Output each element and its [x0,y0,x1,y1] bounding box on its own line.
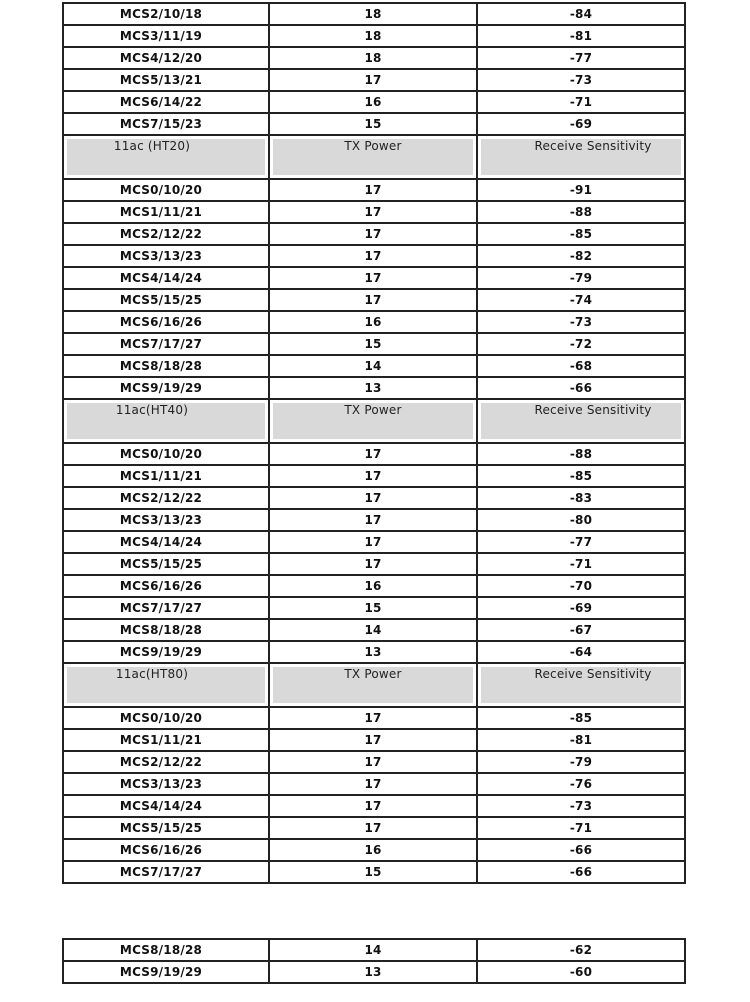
tx-power-cell: 18 [269,47,477,69]
table-row [63,311,685,333]
mcs-index-cell: MCS2/12/22 [63,751,269,773]
mcs-index-cell: MCS3/13/23 [63,509,269,531]
mcs-index-cell: MCS2/12/22 [63,487,269,509]
tx-power-cell: 17 [269,465,477,487]
table-row [63,223,685,245]
receive-sensitivity-cell: -66 [477,861,685,883]
tx-power-cell: 17 [269,751,477,773]
receive-sensitivity-header-cell: Receive Sensitivity [477,663,685,707]
receive-sensitivity-cell: -85 [477,465,685,487]
receive-sensitivity-cell: -77 [477,47,685,69]
mcs-index-cell: MCS0/10/20 [63,707,269,729]
mcs-index-cell: MCS4/12/20 [63,47,269,69]
receive-sensitivity-cell: -85 [477,707,685,729]
mcs-index-cell: MCS4/14/24 [63,795,269,817]
receive-sensitivity-cell: -73 [477,795,685,817]
tx-power-cell: 15 [269,597,477,619]
tx-power-cell: 13 [269,961,477,983]
receive-sensitivity-cell: -84 [477,3,685,25]
table-row [63,707,685,729]
receive-sensitivity-cell: -80 [477,509,685,531]
mcs-index-cell: MCS2/12/22 [63,223,269,245]
tx-power-cell: 17 [269,509,477,531]
table-row [63,751,685,773]
tx-power-cell: 17 [269,553,477,575]
tx-power-cell: 17 [269,487,477,509]
mcs-index-cell: MCS3/13/23 [63,245,269,267]
mcs-index-cell: MCS5/15/25 [63,553,269,575]
mcs-index-cell: MCS7/17/27 [63,597,269,619]
receive-sensitivity-cell: -60 [477,961,685,983]
tx-power-cell: 14 [269,939,477,961]
mcs-index-cell: MCS7/17/27 [63,333,269,355]
table-row [63,939,685,961]
receive-sensitivity-cell: -79 [477,267,685,289]
receive-sensitivity-header-cell: Receive Sensitivity [477,135,685,179]
table-row [63,245,685,267]
receive-sensitivity-cell: -74 [477,289,685,311]
mcs-index-cell: MCS1/11/21 [63,465,269,487]
mcs-index-cell: MCS8/18/28 [63,619,269,641]
receive-sensitivity-cell: -71 [477,91,685,113]
table-row [63,729,685,751]
mcs-index-cell: MCS7/17/27 [63,861,269,883]
mcs-index-cell: MCS8/18/28 [63,355,269,377]
tx-power-cell: 16 [269,91,477,113]
table-row [63,509,685,531]
table-row [63,553,685,575]
receive-sensitivity-cell: -83 [477,487,685,509]
tx-power-cell: 16 [269,839,477,861]
table-row [63,91,685,113]
receive-sensitivity-cell: -82 [477,245,685,267]
mcs-index-cell: MCS0/10/20 [63,443,269,465]
mcs-index-cell: MCS1/11/21 [63,729,269,751]
mcs-index-cell: MCS4/14/24 [63,531,269,553]
mcs-index-cell: MCS6/16/26 [63,311,269,333]
tx-power-cell: 17 [269,223,477,245]
table-row [63,25,685,47]
tx-power-cell: 15 [269,861,477,883]
tx-power-cell: 17 [269,267,477,289]
table-row [63,355,685,377]
receive-sensitivity-cell: -73 [477,311,685,333]
mcs-index-cell: MCS6/16/26 [63,575,269,597]
receive-sensitivity-cell: -71 [477,817,685,839]
table-row [63,487,685,509]
mcs-index-cell: MCS5/15/25 [63,289,269,311]
table-row [63,597,685,619]
receive-sensitivity-header-cell: Receive Sensitivity [477,399,685,443]
tx-power-cell: 17 [269,201,477,223]
receive-sensitivity-cell: -70 [477,575,685,597]
tx-power-cell: 15 [269,333,477,355]
receive-sensitivity-cell: -73 [477,69,685,91]
table-row [63,289,685,311]
mcs-index-cell: MCS3/11/19 [63,25,269,47]
table-row [63,641,685,663]
tx-power-cell: 16 [269,311,477,333]
mcs-index-cell: MCS8/18/28 [63,939,269,961]
tx-power-cell: 17 [269,69,477,91]
wifi-spec-table [62,2,686,884]
tx-power-cell: 18 [269,25,477,47]
mcs-index-cell: MCS9/19/29 [63,961,269,983]
mcs-index-cell: MCS5/15/25 [63,817,269,839]
receive-sensitivity-cell: -67 [477,619,685,641]
tx-power-cell: 16 [269,575,477,597]
tx-power-cell: 17 [269,245,477,267]
receive-sensitivity-cell: -81 [477,729,685,751]
tx-power-cell: 17 [269,179,477,201]
table-row [63,333,685,355]
tx-power-cell: 17 [269,289,477,311]
table-row [63,465,685,487]
receive-sensitivity-cell: -76 [477,773,685,795]
tx-power-cell: 17 [269,729,477,751]
table-row [63,531,685,553]
receive-sensitivity-cell: -69 [477,597,685,619]
section-header-row [63,135,685,179]
table-row [63,961,685,983]
receive-sensitivity-cell: -64 [477,641,685,663]
tx-power-cell: 17 [269,443,477,465]
table-row [63,267,685,289]
table-row [63,69,685,91]
mode-header-cell: 11ac (HT20) [63,135,269,179]
table-row [63,3,685,25]
mcs-index-cell: MCS3/13/23 [63,773,269,795]
mode-header-cell: 11ac(HT40) [63,399,269,443]
receive-sensitivity-cell: -77 [477,531,685,553]
receive-sensitivity-cell: -71 [477,553,685,575]
receive-sensitivity-cell: -79 [477,751,685,773]
mcs-index-cell: MCS5/13/21 [63,69,269,91]
tx-power-cell: 17 [269,795,477,817]
mcs-index-cell: MCS1/11/21 [63,201,269,223]
section-header-row [63,663,685,707]
table-row [63,619,685,641]
receive-sensitivity-cell: -81 [477,25,685,47]
mcs-index-cell: MCS6/16/26 [63,839,269,861]
table-row [63,47,685,69]
table-row [63,201,685,223]
tx-power-header-cell: TX Power [269,663,477,707]
tx-power-header-cell: TX Power [269,399,477,443]
tx-power-cell: 13 [269,641,477,663]
receive-sensitivity-cell: -88 [477,201,685,223]
tx-power-cell: 18 [269,3,477,25]
receive-sensitivity-cell: -72 [477,333,685,355]
tx-power-cell: 17 [269,531,477,553]
tx-power-cell: 15 [269,113,477,135]
table-row [63,575,685,597]
section-header-row [63,399,685,443]
tx-power-header-cell: TX Power [269,135,477,179]
mcs-index-cell: MCS2/10/18 [63,3,269,25]
table-row [63,817,685,839]
receive-sensitivity-cell: -91 [477,179,685,201]
receive-sensitivity-cell: -68 [477,355,685,377]
receive-sensitivity-cell: -88 [477,443,685,465]
receive-sensitivity-cell: -69 [477,113,685,135]
table-row [63,113,685,135]
mcs-index-cell: MCS7/15/23 [63,113,269,135]
receive-sensitivity-cell: -85 [477,223,685,245]
wifi-spec-table-continued [62,938,686,984]
tx-power-cell: 17 [269,773,477,795]
receive-sensitivity-cell: -62 [477,939,685,961]
table-row [63,443,685,465]
mcs-index-cell: MCS4/14/24 [63,267,269,289]
tx-power-cell: 17 [269,707,477,729]
table-row [63,839,685,861]
tx-power-cell: 17 [269,817,477,839]
mode-header-cell: 11ac(HT80) [63,663,269,707]
mcs-index-cell: MCS6/14/22 [63,91,269,113]
table-row [63,861,685,883]
table-row [63,179,685,201]
tx-power-cell: 13 [269,377,477,399]
tx-power-cell: 14 [269,619,477,641]
receive-sensitivity-cell: -66 [477,839,685,861]
table-row [63,773,685,795]
receive-sensitivity-cell: -66 [477,377,685,399]
tx-power-cell: 14 [269,355,477,377]
table-row [63,795,685,817]
mcs-index-cell: MCS0/10/20 [63,179,269,201]
table-row [63,377,685,399]
mcs-index-cell: MCS9/19/29 [63,377,269,399]
mcs-index-cell: MCS9/19/29 [63,641,269,663]
